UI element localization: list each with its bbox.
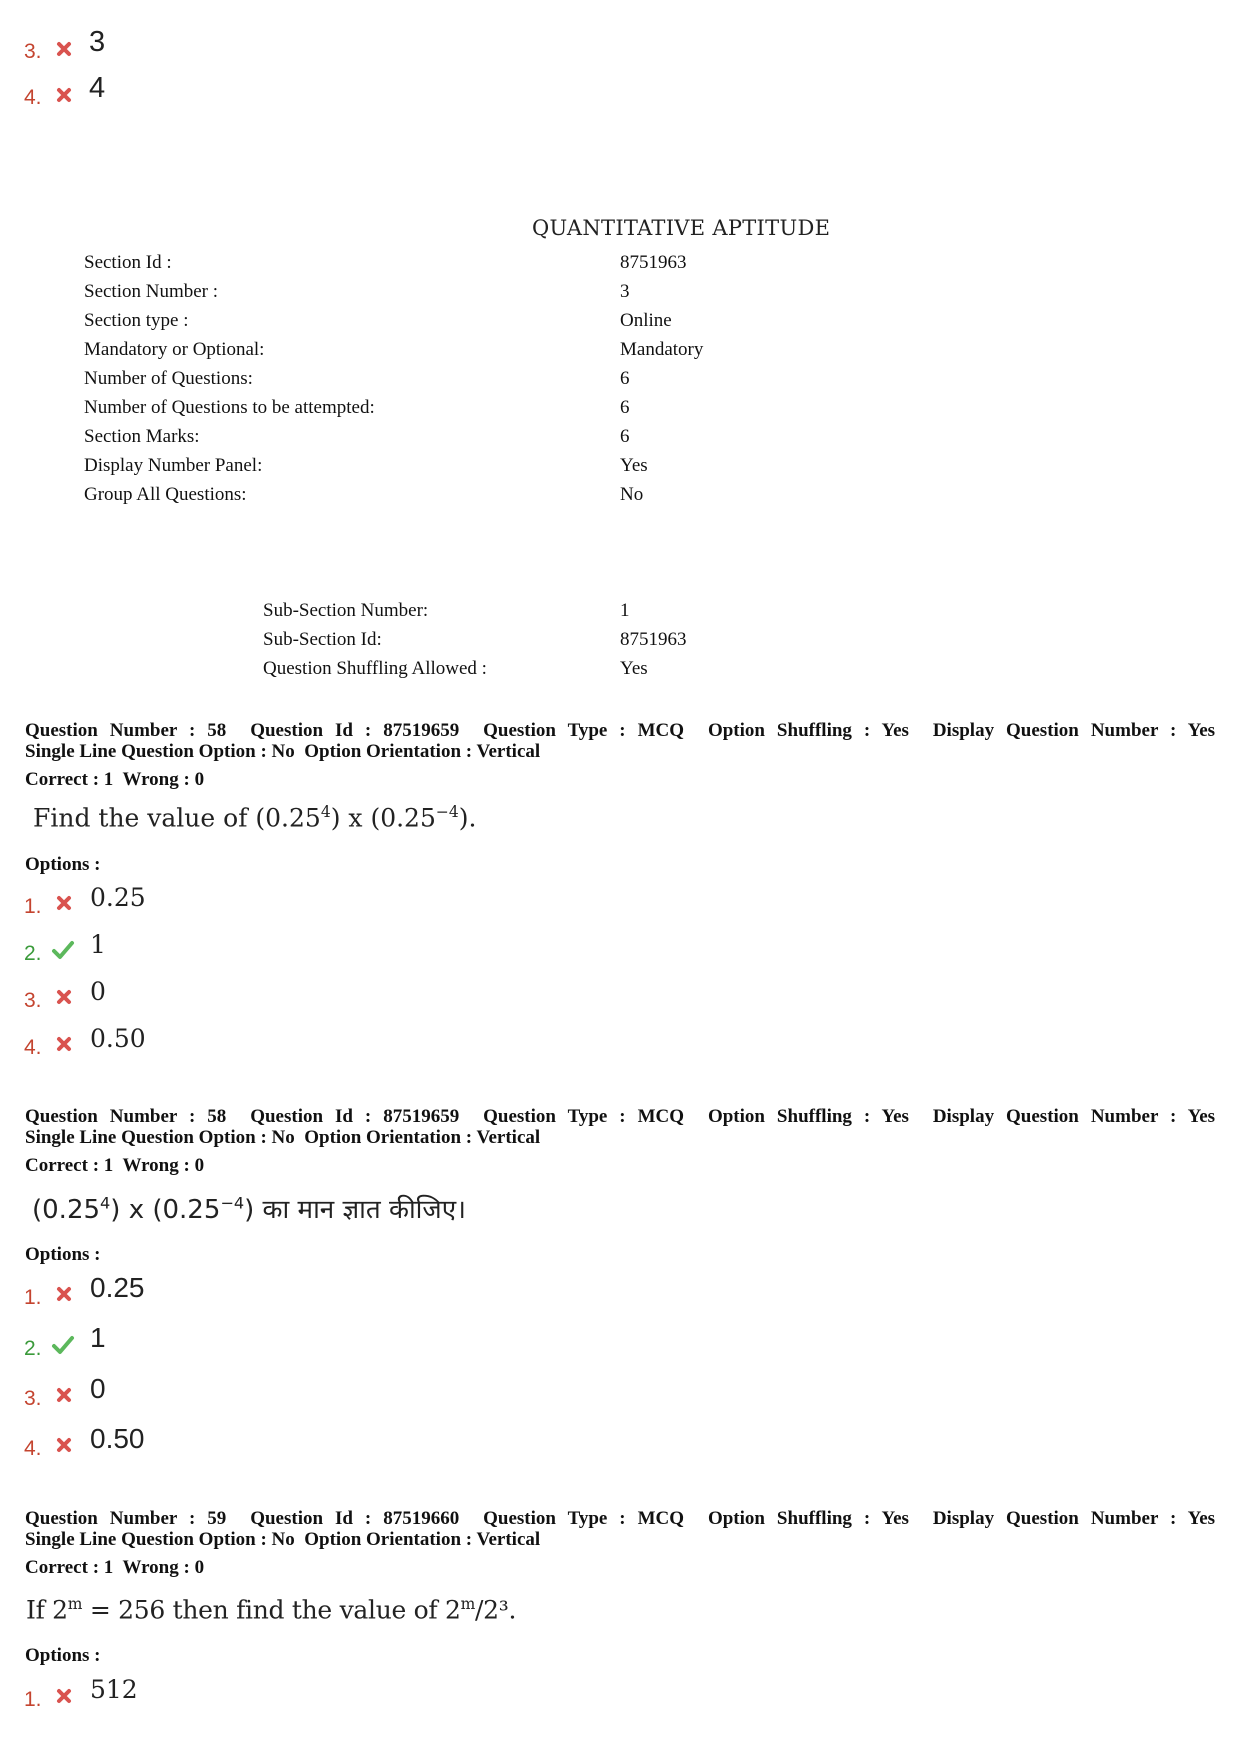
option-number: 1.	[24, 895, 42, 918]
options-label: Options :	[25, 1645, 101, 1666]
option-number: 4.	[24, 1036, 42, 1059]
option-number: 4.	[24, 1437, 42, 1460]
mandatory-label: Mandatory or Optional:	[84, 339, 265, 360]
section-marks-value: 6	[620, 426, 630, 447]
cross-icon	[54, 1435, 74, 1455]
option-number: 3.	[24, 1387, 42, 1410]
option-text: 0.50	[90, 1024, 146, 1053]
option-number: 1.	[24, 1688, 42, 1711]
cross-icon	[54, 39, 74, 59]
num-attempt-label: Number of Questions to be attempted:	[84, 397, 375, 418]
question-header: Question Number : 58 Question Id : 87519659 Question Type : MCQ Option Shuffling : Yes Display Question Number : Yes Single Line Question Option : No Option Orientation : Vertical	[25, 720, 1216, 762]
option-number: 3.	[24, 40, 42, 63]
num-attempt-value: 6	[620, 397, 630, 418]
correct-wrong-marks: Correct : 1 Wrong : 0	[25, 1155, 205, 1176]
option-number: 2.	[24, 1337, 42, 1360]
subsection-id-label: Sub-Section Id:	[263, 629, 382, 650]
option-text: 3	[89, 26, 106, 58]
section-type-label: Section type :	[84, 310, 189, 331]
shuffling-value: Yes	[620, 658, 648, 679]
section-number-label: Section Number :	[84, 281, 219, 302]
option-number: 1.	[24, 1286, 42, 1309]
num-questions-label: Number of Questions:	[84, 368, 253, 389]
section-marks-label: Section Marks:	[84, 426, 200, 447]
section-type-value: Online	[620, 310, 672, 331]
option-text: 0.25	[90, 1272, 145, 1303]
check-icon	[51, 939, 75, 961]
correct-wrong-marks: Correct : 1 Wrong : 0	[25, 1557, 205, 1578]
question-text: If $2^m = 256$ then find the value of 2$^m$/2³.	[26, 1595, 517, 1625]
check-icon	[51, 1334, 75, 1356]
shuffling-label: Question Shuffling Allowed :	[263, 658, 487, 679]
group-questions-value: No	[620, 484, 644, 505]
correct-wrong-marks: Correct : 1 Wrong : 0	[25, 769, 205, 790]
subsection-id-value: 8751963	[620, 629, 687, 650]
cross-icon	[54, 85, 74, 105]
mandatory-value: Mandatory	[620, 339, 704, 360]
option-text: 0	[90, 977, 106, 1006]
num-questions-value: 6	[620, 368, 630, 389]
option-text: 512	[90, 1675, 138, 1704]
subsection-number-label: Sub-Section Number:	[263, 600, 429, 621]
display-panel-label: Display Number Panel:	[84, 455, 263, 476]
section-title: QUANTITATIVE APTITUDE	[532, 216, 831, 240]
options-label: Options :	[25, 1244, 101, 1265]
cross-icon	[54, 1034, 74, 1054]
cross-icon	[54, 1284, 74, 1304]
subsection-number-value: 1	[620, 600, 630, 621]
option-text: 0.25	[90, 883, 146, 912]
section-id-value: 8751963	[620, 252, 687, 273]
options-label: Options :	[25, 854, 101, 875]
question-header: Question Number : 59 Question Id : 87519660 Question Type : MCQ Option Shuffling : Yes Display Question Number : Yes Single Line Question Option : No Option Orientation : Vertical	[25, 1508, 1216, 1550]
question-text: (0.25$^4$) x $(0.25^{-4})$ का मान ज्ञात कीजिए।	[32, 1193, 466, 1225]
cross-icon	[54, 893, 74, 913]
section-id-label: Section Id :	[84, 252, 172, 273]
option-text: 1	[90, 1322, 106, 1353]
question-header: Question Number : 58 Question Id : 87519659 Question Type : MCQ Option Shuffling : Yes Display Question Number : Yes Single Line Question Option : No Option Orientation : Vertical	[25, 1106, 1216, 1148]
cross-icon	[54, 1385, 74, 1405]
section-number-value: 3	[620, 281, 630, 302]
option-number: 3.	[24, 989, 42, 1012]
question-text: Find the value of (0.25$^4$) x $(0.25^{-4})$.	[33, 803, 477, 833]
option-number: 4.	[24, 86, 42, 109]
option-text: 1	[90, 930, 106, 959]
display-panel-value: Yes	[620, 455, 648, 476]
option-text: 0	[90, 1373, 106, 1404]
option-number: 2.	[24, 942, 42, 965]
option-text: 4	[89, 72, 106, 104]
cross-icon	[54, 1686, 74, 1706]
option-text: 0.50	[90, 1423, 145, 1454]
group-questions-label: Group All Questions:	[84, 484, 247, 505]
cross-icon	[54, 987, 74, 1007]
